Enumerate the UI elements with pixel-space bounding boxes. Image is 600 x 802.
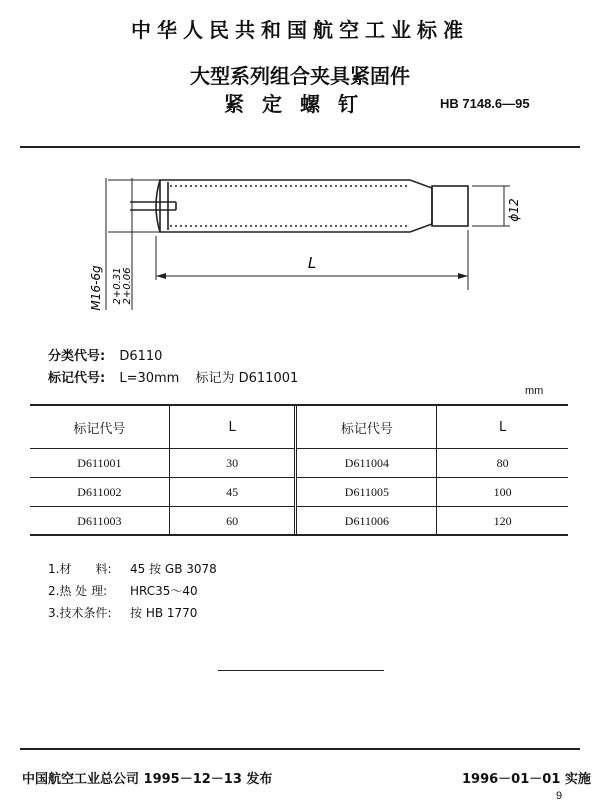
thread-spec-label: M16-6g [89,265,103,311]
note-label: 1.材 料: [48,562,112,576]
standard-number: HB 7148.6—95 [440,96,530,111]
end-rule [218,670,384,671]
table-cell: 80 [437,449,568,478]
table-row [30,449,568,478]
classification-value: D6110 [119,349,163,364]
table-cell: 30 [169,449,296,478]
set-screw-drawing [80,160,540,340]
unit-label: mm [525,385,544,397]
diameter-dimension-label: ϕ12 [507,198,521,222]
table-header-row [30,406,568,449]
document-title: 大型系列组合夹具紧固件 [190,64,410,88]
table-cell: 60 [169,507,296,536]
note-label: 3.技术条件: [48,606,112,620]
table-cell: D611002 [30,478,169,507]
document-subtitle: 紧定螺钉 [224,92,376,116]
marking-example: 标记为 D611001 [195,371,299,386]
note-label: 2.热 处 理: [48,584,108,598]
header-length-2: L [437,406,568,449]
note-value: 按 HB 1770 [130,606,198,620]
classification-line [48,345,162,364]
length-dimension-label: L [307,254,317,272]
screw-outline [106,178,510,310]
table-row [30,478,568,507]
header-marking-code-1: 标记代号 [30,406,169,449]
table-cell: 100 [437,478,568,507]
table-cell: 120 [493,513,512,528]
standard-org-heading: 中华人民共和国航空工业标准 [131,18,469,42]
tolerance-lower-label: 2+0.06 [122,267,133,305]
header-marking-code-2: 标记代号 [296,406,437,449]
table-cell: D611001 [30,449,169,478]
note-value: HRC35～40 [130,584,198,598]
table-cell: D611005 [296,478,437,507]
note-heat-treatment [48,582,198,599]
table-cell: D611006 [296,507,437,536]
table-cell: D611004 [296,449,437,478]
note-technical-conditions [48,604,197,621]
table-bottom-rule [30,534,568,536]
marking-value: L=30mm [119,371,180,386]
effective-date: 1996－01－01 实施 [462,772,591,787]
header-length-1: L [169,406,296,449]
note-material [48,560,217,577]
footer-divider [20,748,580,750]
marking-line [48,367,298,386]
header-divider [20,146,580,148]
tolerance-upper-label: 2+0.31 [112,267,123,305]
page-number: 9 [556,790,563,802]
marking-label: 标记代号: [48,371,106,386]
note-value: 45 按 GB 3078 [130,562,217,576]
table-cell: 45 [169,478,296,507]
classification-label: 分类代号: [48,349,106,364]
table-cell: D611003 [30,507,169,536]
issuer-line: 中国航空工业总公司 1995－12－13 发布 [22,772,273,787]
spec-table [30,406,568,535]
table-row [30,507,568,536]
